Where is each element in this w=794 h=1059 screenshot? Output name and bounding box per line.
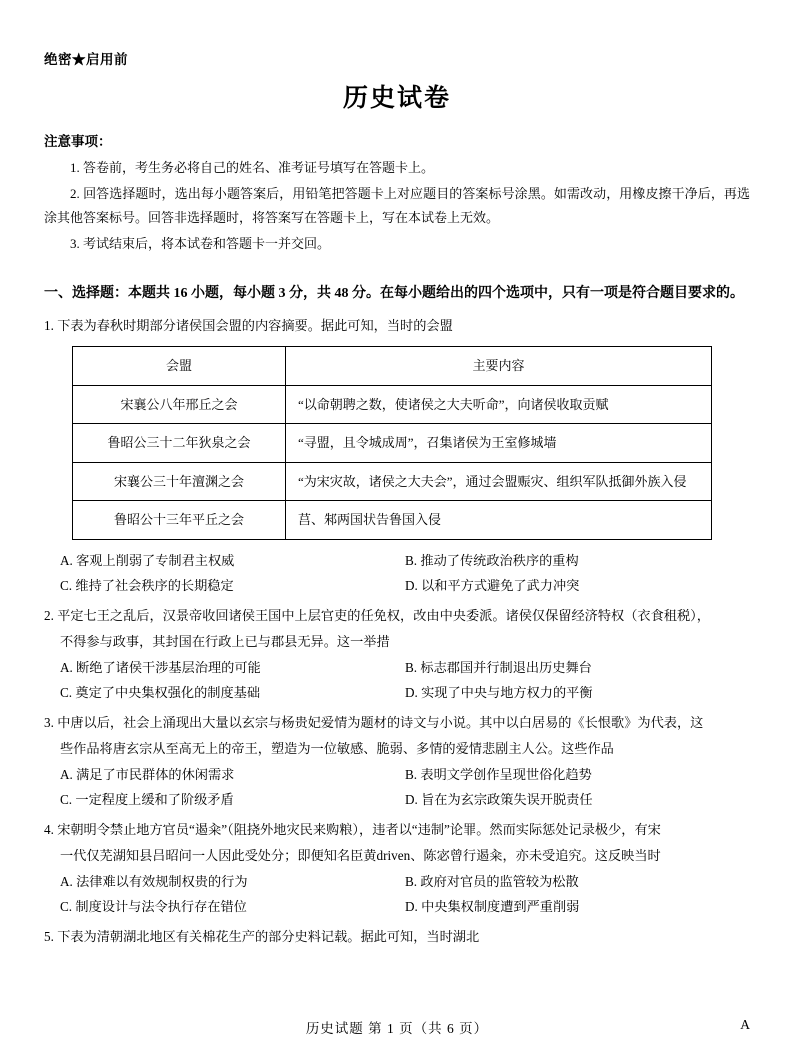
question-1-option-c[interactable]: C. 维持了社会秩序的长期稳定 — [60, 577, 234, 593]
footer-version: A — [740, 1017, 750, 1032]
footer-page-number: 历史试题 第 1 页（共 6 页） — [305, 1021, 489, 1036]
question-5-text: 下表为清朝湖北地区有关棉花生产的部分史料记载。据此可知，当时湖北 — [57, 929, 480, 945]
question-5-stem — [44, 925, 750, 949]
question-3-option-b[interactable]: B. 表明文学创作呈现世俗化趋势 — [405, 766, 592, 782]
question-1-table — [72, 346, 712, 540]
question-1-number: 1. — [44, 317, 54, 333]
question-3-text: 中唐以后，社会上涌现出大量以玄宗与杨贵妃爱情为题材的诗文与小说。其中以白居易的《长恨歌》为代表，这 — [57, 715, 704, 731]
table-cell: “为宋灾故，诸侯之大夫会”，通过会盟赈灾、组织军队抵御外族入侵 — [286, 462, 712, 501]
question-5-number: 5. — [44, 929, 54, 945]
notice-item-1: 1. 答卷前，考生务必将自己的姓名、准考证号填写在答题卡上。 — [70, 160, 435, 175]
question-1-option-d[interactable]: D. 以和平方式避免了武力冲突 — [405, 577, 580, 593]
question-1-stem — [44, 314, 750, 338]
question-3-options — [44, 762, 750, 812]
table-cell: 鲁昭公十三年平丘之会 — [73, 501, 286, 540]
table-cell: 鲁昭公三十二年狄泉之会 — [73, 424, 286, 463]
question-3-stem-cont: 些作品将唐玄宗从至高无上的帝王，塑造为一位敏感、脆弱、多情的爱情悲剧主人公。这些作品 — [60, 741, 614, 757]
question-3-option-d[interactable]: D. 旨在为玄宗政策失误开脱责任 — [405, 791, 593, 807]
question-4-stem — [44, 818, 750, 842]
notice-title: 注意事项： — [44, 134, 112, 149]
question-2-option-b[interactable]: B. 标志郡国并行制退出历史舞台 — [405, 659, 592, 675]
question-4-options — [44, 869, 750, 919]
question-3-option-c[interactable]: C. 一定程度上缓和了阶级矛盾 — [60, 791, 234, 807]
question-3-stem — [44, 711, 750, 735]
notice-item-3: 3. 考试结束后，将本试卷和答题卡一并交回。 — [70, 236, 331, 252]
table-cell: “以命朝聘之数，使诸侯之大夫听命”，向诸侯收取贡赋 — [286, 385, 712, 424]
question-4-stem-cont: 一代仅芜湖知县吕昭问一人因此受处分；即便知名臣黄driven、陈宓曾行遏籴，亦未受追究。这反映当时 — [60, 848, 661, 864]
question-4-text: 宋朝明令禁止地方官员“遏籴”（阻挠外地灾民来购粮），违者以“违制”论罪。然而实际惩处记录极少，有宋 — [57, 822, 661, 838]
question-2-text: 平定七王之乱后，汉景帝收回诸侯王国中上层官吏的任免权，改由中央委派。诸侯仅保留经济特权（衣食租税）， — [57, 608, 710, 624]
section-heading: 一、选择题：本题共 16 小题，每小题 3 分，共 48 分。在每小题给出的四个选项中，只有一项是符合题目要求的。 — [44, 286, 744, 302]
question-4-option-a[interactable]: A. 法律难以有效规制权贵的行为 — [60, 873, 248, 889]
table-cell: 宋襄公八年邢丘之会 — [73, 385, 286, 424]
question-2-stem-cont: 不得参与政事，其封国在行政上已与郡县无异。这一举措 — [60, 634, 390, 650]
secret-label: 绝密★启用前 — [44, 52, 128, 67]
question-2-option-c[interactable]: C. 奠定了中央集权强化的制度基础 — [60, 684, 261, 700]
notice-item-2: 2. 回答选择题时，选出每小题答案后，用铅笔把答题卡上对应题目的答案标号涂黑。如需改动，用橡皮擦干净后，再选涂其他答案标号。回答非选择题时，将答案写在答题卡上，写在本试卷上无效。 — [44, 186, 750, 226]
table-row — [73, 385, 712, 424]
question-3-number: 3. — [44, 715, 54, 731]
page-footer — [0, 1017, 794, 1037]
table-row — [73, 424, 712, 463]
table-row — [73, 501, 712, 540]
question-4-option-b[interactable]: B. 政府对官员的监管较为松散 — [405, 873, 579, 889]
question-4-option-c[interactable]: C. 制度设计与法令执行存在错位 — [60, 898, 247, 914]
question-3-option-a[interactable]: A. 满足了市民群体的休闲需求 — [60, 766, 235, 782]
question-1-options — [44, 548, 750, 598]
table-cell: 宋襄公三十年澶渊之会 — [73, 462, 286, 501]
question-4-number: 4. — [44, 822, 54, 838]
table-row — [73, 462, 712, 501]
table-header-cell: 会盟 — [73, 347, 286, 386]
table-cell: “寻盟，且令城成周”，召集诸侯为王室修城墙 — [286, 424, 712, 463]
table-header-cell: 主要内容 — [286, 347, 712, 386]
question-4-option-d[interactable]: D. 中央集权制度遭到严重削弱 — [405, 898, 580, 914]
question-2-option-d[interactable]: D. 实现了中央与地方权力的平衡 — [405, 684, 593, 700]
question-1-text: 下表为春秋时期部分诸侯国会盟的内容摘要。据此可知，当时的会盟 — [57, 317, 453, 333]
question-2-options — [44, 655, 750, 705]
question-1-option-a[interactable]: A. 客观上削弱了专制君主权威 — [60, 552, 235, 568]
table-header-row — [73, 347, 712, 386]
question-1-option-b[interactable]: B. 推动了传统政治秩序的重构 — [405, 552, 579, 568]
page-title: 历史试卷 — [342, 85, 451, 112]
question-2-number: 2. — [44, 608, 54, 624]
question-2-stem — [44, 604, 750, 628]
table-cell: 莒、邾两国状告鲁国入侵 — [286, 501, 712, 540]
question-2-option-a[interactable]: A. 断绝了诸侯干涉基层治理的可能 — [60, 659, 261, 675]
